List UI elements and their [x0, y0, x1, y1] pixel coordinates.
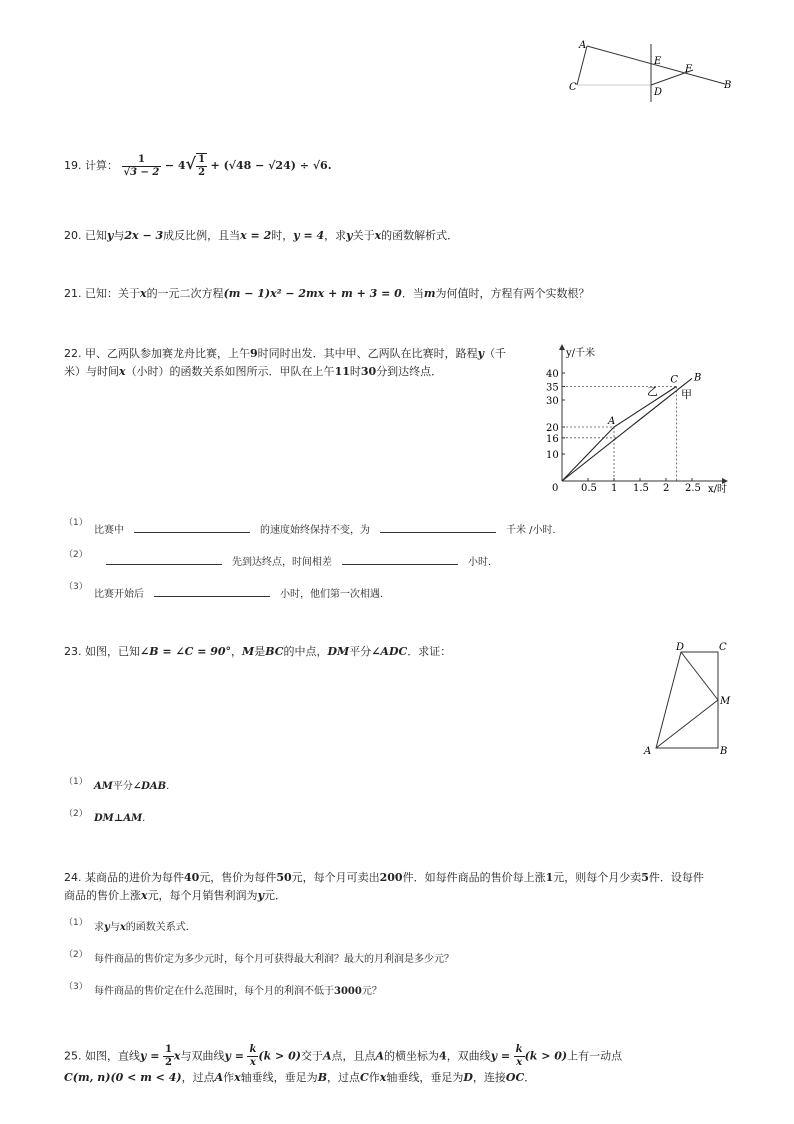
- chart-y-tick-label: 35: [546, 382, 559, 394]
- chart-y-axis-label: y/千米: [566, 348, 596, 359]
- q23-sub2-text: [94, 811, 145, 827]
- q20-t4: 成反比例，且当: [163, 229, 241, 242]
- q24-sub2-num: （2）: [64, 950, 88, 960]
- q21-t2: 的一元二次方程: [146, 287, 224, 300]
- q25-frac3: [514, 1044, 525, 1069]
- q20-m7: y = 4: [293, 229, 325, 242]
- q23-t8: 平分: [349, 645, 372, 658]
- q25-l2-m4: x: [234, 1071, 241, 1084]
- q25-four: 4: [439, 1049, 447, 1063]
- q21-m5: m: [423, 287, 436, 300]
- chart-point-label-c: C: [670, 374, 679, 386]
- q22-sub1-mid: 的速度始终保持不变，为: [260, 525, 370, 536]
- q24-sub1-text: [94, 920, 196, 936]
- q25-mid5: ，双曲线: [446, 1049, 491, 1063]
- question-20: [64, 228, 458, 244]
- q23-t4: 是: [254, 645, 266, 658]
- q24-l1-n1: 40: [184, 871, 200, 884]
- fig-top-label-a: A: [579, 40, 587, 51]
- chart-x-tick-label: 1: [611, 483, 618, 494]
- chart-y-tick-label: 16: [546, 433, 559, 445]
- q22-sub3-pre: 比赛开始后: [94, 589, 144, 600]
- q25-cond2: (k > 0): [258, 1049, 301, 1063]
- q23-t10: ．求证：: [407, 645, 452, 658]
- q25-frac3-den: x: [516, 1057, 523, 1068]
- q23-m1: ∠B = ∠C = 90°: [140, 645, 232, 658]
- chart-y-tick-label: 10: [546, 450, 559, 461]
- q22-sub2-blank-a[interactable]: [106, 552, 222, 565]
- q24-sub1-num: （1）: [64, 918, 88, 928]
- q22-l2-t0: 米）与时间: [64, 365, 119, 378]
- q24-sub1-t2: 与: [109, 922, 120, 933]
- question-24-line2: [64, 888, 286, 904]
- question-25-line2: [64, 1070, 535, 1086]
- q19-frac-num: 1: [122, 154, 162, 167]
- q23-fig-label-c: C: [719, 642, 727, 653]
- q25-y2: y =: [224, 1049, 244, 1063]
- q25-a2: A: [375, 1049, 385, 1063]
- q21-m3: (m − 1)x² − 2mx + m + 3 = 0: [223, 287, 402, 300]
- q24-sub3-t2: 元？: [361, 986, 382, 997]
- q19-sqrt-fraction: [196, 153, 207, 179]
- question-22-line2: [64, 364, 442, 380]
- q19-fraction: [122, 154, 162, 179]
- fig-top-label-d: D: [654, 87, 663, 98]
- q25-mid6: 上有一动点: [567, 1049, 623, 1063]
- q22-sub1-blank-b[interactable]: [380, 520, 496, 533]
- q25-cond3: (k > 0): [524, 1049, 568, 1063]
- q19-sqrt-num: 1: [198, 154, 206, 165]
- q22-l1-t4: （千: [484, 347, 507, 360]
- q24-l1-t8: 元，则每个月少卖: [553, 871, 642, 884]
- chart-legend-jia: 甲: [681, 388, 692, 401]
- q22-sub2-text: [94, 552, 498, 571]
- chart-point-label-a: A: [608, 416, 616, 427]
- q20-m3: 2x − 3: [124, 229, 164, 242]
- question-22-line1: [64, 346, 506, 362]
- q22-sub3-blank[interactable]: [154, 584, 270, 597]
- q24-sub3-n1: 3000: [334, 986, 362, 997]
- q22-l2-t2: （小时）的函数关系如图所示．甲队在上午: [125, 365, 335, 378]
- q23-fig-label-d: D: [676, 642, 685, 653]
- q23-t2: ，: [231, 645, 243, 658]
- q20-m11: x: [374, 229, 382, 242]
- q23-m3: M: [242, 645, 255, 658]
- q24-sub1-t0: 求: [94, 922, 104, 933]
- q24-sub3-text: [94, 984, 382, 1000]
- q23-sub1-m: AM: [94, 781, 113, 792]
- q19-rest: + (√48 − √24) ÷ √6.: [210, 159, 332, 172]
- q22-sub2-post: 小时．: [468, 557, 498, 568]
- q22-sub1-text: [94, 520, 563, 539]
- q23-sub1-text: [94, 779, 169, 795]
- q24-l2-m1: x: [141, 889, 148, 902]
- q25-l2-t7: ，过点: [327, 1071, 360, 1084]
- q25-frac1-den: 2: [164, 1057, 172, 1068]
- q23-m9: ∠ADC: [371, 645, 408, 658]
- q22-sub2-blank-b[interactable]: [342, 552, 458, 565]
- q25-l2-m6: B: [317, 1071, 327, 1084]
- q22-sub1-num: （1）: [64, 518, 88, 528]
- q20-t8: ，求: [324, 229, 347, 242]
- q23-fig-label-a: A: [644, 746, 652, 757]
- q24-sub1-m3: x: [119, 922, 126, 933]
- q24-l1-n5: 200: [379, 871, 403, 884]
- q22-l2-m1: x: [119, 365, 126, 378]
- q24-sub1-m1: y: [104, 922, 110, 933]
- chart-point-label-b: B: [694, 372, 702, 384]
- q20-t0: 20. 已知: [64, 229, 107, 242]
- q25-l2-m14: OC: [505, 1071, 525, 1084]
- q25-frac2: [247, 1044, 258, 1069]
- q24-l1-n9: 5: [641, 871, 649, 884]
- q23-fig-label-b: B: [720, 746, 728, 757]
- q19-mid: − 4: [164, 159, 186, 172]
- q25-l2-t1: ，过点: [181, 1071, 215, 1084]
- question-19: [64, 153, 332, 179]
- chart-series-line: [562, 378, 692, 481]
- q25-l2-m12: D: [463, 1071, 473, 1084]
- question-23: [64, 644, 451, 660]
- q22-sub1-blank-a[interactable]: [134, 520, 250, 533]
- top-geometry-figure: [565, 36, 745, 106]
- chart-legend-yi: 乙: [647, 385, 658, 398]
- q22-l2-n3: 11: [334, 365, 350, 378]
- q24-l2-t2: 元，每个月销售利润为: [147, 889, 258, 902]
- q23-quadrilateral-figure: [636, 640, 746, 760]
- q25-y3: y =: [490, 1049, 511, 1063]
- q22-l1-t2: 时同时出发．其中甲、乙两队在比赛时，路程: [257, 347, 478, 360]
- q25-prefix: 25. 如图，直线: [64, 1049, 140, 1063]
- q22-sub1-post: 千米 /小时．: [506, 525, 563, 536]
- q25-l2-t5: 轴垂线，垂足为: [240, 1071, 318, 1084]
- q24-sub1-t4: 的函数关系式．: [125, 922, 196, 933]
- q22-l2-t4: 时: [349, 365, 361, 378]
- q20-t12: 的函数解析式．: [381, 229, 459, 242]
- q22-l1-t0: 22. 甲、乙两队参加赛龙舟比赛，上午: [64, 347, 250, 360]
- q24-l1-t10: 件．设每件: [648, 871, 704, 884]
- q22-sub3-post: 小时，他们第一次相遇．: [280, 589, 390, 600]
- q20-t2: 与: [113, 229, 125, 242]
- q25-mid4: 的横坐标为: [384, 1049, 440, 1063]
- q23-t6: 的中点，: [283, 645, 328, 658]
- fig-top-label-c: C: [569, 82, 577, 93]
- q23-sub2-m: DM⊥AM: [94, 813, 143, 824]
- q25-l2-t13: ，连接: [472, 1071, 506, 1084]
- q21-t6: 为何值时，方程有两个实数根？: [435, 287, 590, 300]
- q22-sub3-text: [94, 584, 390, 603]
- q24-l1-t0: 24. 某商品的进价为每件: [64, 871, 184, 884]
- q23-sub2-num: （2）: [64, 809, 88, 819]
- q25-l2-t11: 轴垂线，垂足为: [386, 1071, 464, 1084]
- chart-y-arrow: [559, 344, 565, 350]
- q23-m5: BC: [265, 645, 284, 658]
- q25-mid2: 交于: [300, 1049, 323, 1063]
- chart-y-tick-label: 20: [546, 423, 559, 434]
- q22-distance-time-chart: [538, 340, 738, 500]
- q25-l2-m0: C(m, n)(0 < m < 4): [64, 1071, 182, 1084]
- q19-frac-den: √3 − 2: [123, 166, 160, 178]
- q19-sqrt-den: 2: [198, 167, 206, 178]
- q25-mid3: 点，且点: [331, 1049, 376, 1063]
- q20-t6: 时，: [271, 229, 294, 242]
- q23-fig-label-m: M: [720, 696, 731, 707]
- q20-t10: 关于: [352, 229, 375, 242]
- q25-l2-t15: ．: [524, 1071, 536, 1084]
- q25-l2-t9: 作: [368, 1071, 380, 1084]
- chart-x-tick-label: 0.5: [581, 483, 597, 494]
- chart-origin-label: 0: [552, 483, 559, 494]
- q20-m9: y: [346, 229, 353, 242]
- q22-sub2-mid: 先到达终点，时间相差: [232, 557, 332, 568]
- q25-l2-m10: x: [379, 1071, 387, 1084]
- q24-sub2-text: 每件商品的售价定为多少元时，每个月可获得最大利润？最大的月利润是多少元？: [94, 954, 454, 965]
- fig-top-label-b: B: [724, 80, 732, 91]
- chart-y-tick-label: 40: [546, 369, 559, 380]
- q20-m5: x = 2: [240, 229, 272, 242]
- chart-x-tick-label: 2.5: [685, 483, 701, 494]
- q24-l2-m3: y: [257, 889, 264, 902]
- q24-l1-t2: 元，售价为每件: [199, 871, 277, 884]
- q24-l1-t6: 件．如每件商品的售价每上涨: [402, 871, 546, 884]
- q25-frac1: [163, 1044, 174, 1069]
- question-21: [64, 286, 589, 302]
- question-25-line1: [64, 1044, 622, 1069]
- q22-sub3-num: （3）: [64, 582, 88, 592]
- q24-l1-n7: 1: [545, 871, 554, 884]
- q22-l1-m3: y: [477, 347, 485, 360]
- q25-l2-m8: C: [360, 1071, 369, 1084]
- chart-x-axis-label: x/时: [708, 484, 728, 495]
- chart-y-tick-label: 30: [546, 396, 559, 407]
- q19-prefix: 19. 计算：: [64, 159, 118, 172]
- q25-l2-m2: A: [214, 1071, 224, 1084]
- q25-mid1: 与双曲线: [180, 1049, 225, 1063]
- q23-m7: DM: [327, 645, 350, 658]
- q25-frac2-den: x: [249, 1057, 256, 1068]
- q23-sub1-num: （1）: [64, 777, 88, 787]
- q23-sub1-end: .: [166, 781, 170, 792]
- q25-frac1-num: 1: [164, 1044, 172, 1055]
- q25-l2-t3: 作: [223, 1071, 235, 1084]
- q25-frac2-num: k: [249, 1044, 257, 1055]
- q23-t0: 23. 如图，已知: [64, 645, 140, 658]
- question-24-line1: [64, 870, 704, 886]
- q24-sub3-num: （3）: [64, 982, 88, 992]
- q24-l2-t4: 元．: [263, 889, 286, 902]
- chart-x-tick-label: 2: [663, 483, 670, 494]
- fig-top-label-e: E: [654, 56, 662, 67]
- q24-l1-n3: 50: [276, 871, 292, 884]
- q25-a1: A: [322, 1049, 332, 1063]
- q25-x1: x: [173, 1049, 181, 1063]
- q24-sub3-t0: 每件商品的售价定在什么范围时，每个月的利润不低于: [94, 986, 334, 997]
- q21-t4: ．当: [401, 287, 424, 300]
- q23-sub2-end: .: [142, 813, 146, 824]
- q24-l2-t0: 商品的售价上涨: [64, 889, 141, 902]
- q20-m1: y: [107, 229, 114, 242]
- q22-l2-t6: 分到达终点．: [376, 365, 443, 378]
- q22-sub1-pre: 比赛中: [94, 525, 124, 536]
- q23-sub1-m2: ∠DAB: [132, 781, 167, 792]
- q23-sub1-t: 平分: [112, 781, 133, 792]
- q22-l2-n5: 30: [360, 365, 377, 378]
- q22-sub2-num: （2）: [64, 550, 88, 560]
- fig-top-label-f: F: [685, 64, 692, 75]
- q21-t0: 21. 已知：关于: [64, 287, 140, 300]
- q25-y1: y =: [140, 1049, 160, 1063]
- q19-sqrt-sign: √: [185, 154, 197, 173]
- q24-l1-t4: 元，每个月可卖出: [291, 871, 380, 884]
- q25-frac3-num: k: [515, 1044, 523, 1055]
- q22-l1-n1: 9: [250, 347, 258, 360]
- q21-m1: x: [140, 287, 147, 300]
- chart-x-tick-label: 1.5: [633, 483, 649, 494]
